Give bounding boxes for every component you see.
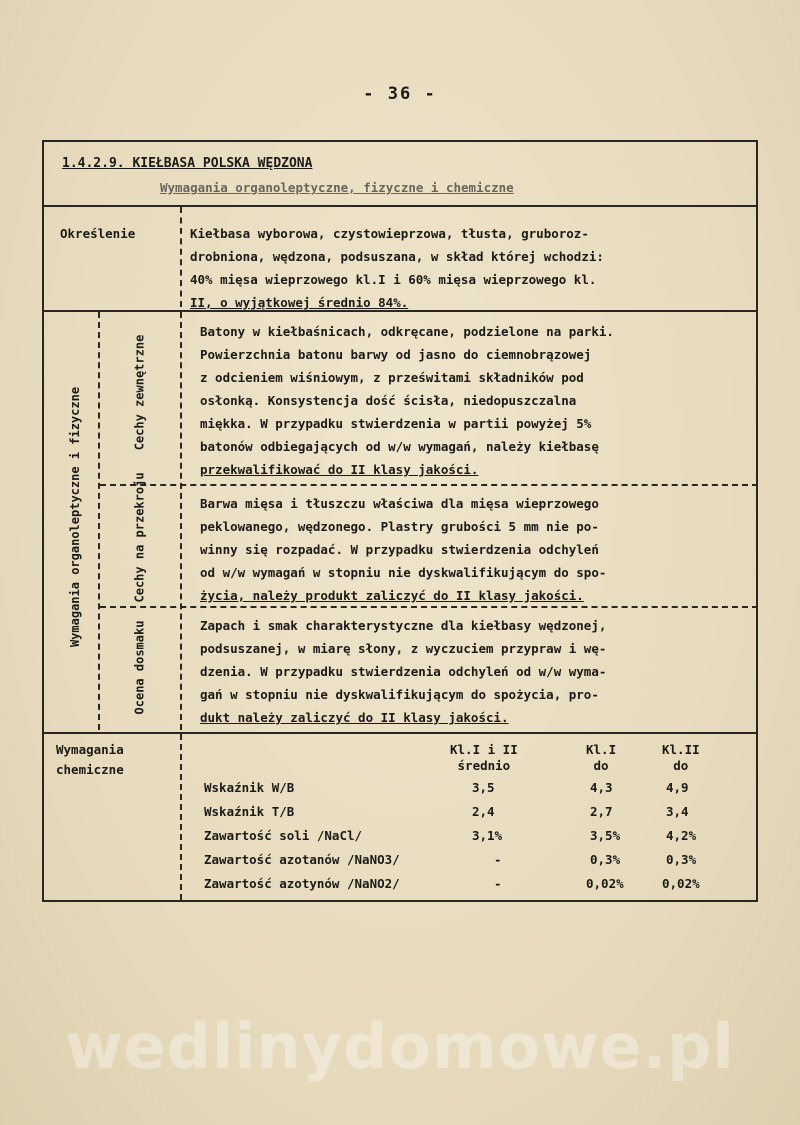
- external-line: przekwalifikować do II klasy jakości.: [200, 462, 479, 477]
- chem-row-name: Zawartość azotanów /NaNO3/: [204, 852, 400, 867]
- cross-section-text: [200, 492, 760, 607]
- column-header-line: do: [593, 758, 609, 773]
- external-line: batonów odbiegających od w/w wymagań, należy kiełbasę: [200, 439, 599, 454]
- chem-row-kl2: 4,9: [666, 780, 689, 795]
- chem-row-name: Wskaźnik T/B: [204, 804, 295, 819]
- cross-section-label: Cechy na przekroju: [132, 472, 147, 603]
- definition-label: Określenie: [60, 226, 136, 241]
- taste-line: gań w stopniu nie dyskwalifikującym do spożycia, pro-: [200, 687, 599, 702]
- external-line: Powierzchnia batonu barwy od jasno do ciemnobrązowej: [200, 347, 592, 362]
- chem-row-name: Zawartość soli /NaCl/: [204, 828, 363, 843]
- cross-section-line: Barwa mięsa i tłuszczu właściwa dla mięsa wieprzowego: [200, 496, 599, 511]
- chem-row-kl1: 0,02%: [586, 876, 624, 891]
- external-line: z odcieniem wiśniowym, z prześwitami składników pod: [200, 370, 584, 385]
- taste-line: podsuszanej, w miarę słony, z wyczuciem przypraw i wę-: [200, 641, 607, 656]
- column-header-kl1: [586, 742, 616, 774]
- column-header-line: średnio: [457, 758, 511, 773]
- external-features-label: Cechy zewnętrzne: [132, 334, 147, 451]
- definition-line: Kiełbasa wyborowa, czystowieprzowa, tłusta, gruboroz-: [190, 226, 589, 241]
- cross-section-divider: [100, 606, 758, 608]
- external-divider: [100, 484, 758, 486]
- section-subtitle: Wymagania organoleptyczne, fizyczne i chemiczne: [160, 180, 514, 195]
- chemical-label-line: Wymagania: [56, 742, 124, 757]
- taste-line: Zapach i smak charakterystyczne dla kiełbasy wędzonej,: [200, 618, 607, 633]
- chem-row-avg: -: [494, 852, 502, 867]
- taste-line: dzenia. W przypadku stwierdzenia odchyleń od w/w wyma-: [200, 664, 607, 679]
- group-column-divider: [98, 312, 100, 730]
- chem-row-kl2: 0,3%: [666, 852, 697, 867]
- organoleptic-divider: [42, 732, 758, 734]
- cross-section-line: od w/w wymagań w stopniu nie dyskwalifikującym do spo-: [200, 565, 607, 580]
- chem-row-name: Wskaźnik W/B: [204, 780, 295, 795]
- column-header-line: Kl.I i II: [450, 742, 518, 757]
- column-header-avg: [450, 742, 518, 774]
- definition-text: [190, 222, 750, 314]
- cross-section-line: życia, należy produkt zaliczyć do II klasy jakości.: [200, 588, 584, 603]
- taste-line: dukt należy zaliczyć do II klasy jakości.: [200, 710, 509, 725]
- chem-row-avg: 3,1%: [472, 828, 503, 843]
- chemical-label: [56, 740, 124, 780]
- chem-row-kl1: 4,3: [590, 780, 613, 795]
- chem-row-kl1: 0,3%: [590, 852, 621, 867]
- column-header-line: Kl.II: [662, 742, 700, 757]
- column-header-line: Kl.I: [586, 742, 617, 757]
- definition-column-divider: [180, 207, 182, 307]
- chem-row-kl2: 0,02%: [662, 876, 700, 891]
- external-line: Batony w kiełbaśnicach, odkręcane, podzielone na parki.: [200, 324, 614, 339]
- chemical-label-line: chemiczne: [56, 762, 124, 777]
- subgroup-column-divider: [180, 312, 182, 730]
- chem-row-kl1: 2,7: [590, 804, 613, 819]
- organoleptic-group-label: Wymagania organoleptyczne i fizyczne: [68, 386, 82, 648]
- definition-line: drobniona, wędzona, podsuszana, w skład której wchodzi:: [190, 249, 604, 264]
- chem-row-avg: 3,5: [472, 780, 495, 795]
- definition-divider: [42, 310, 758, 312]
- page-number: - 36 -: [363, 84, 437, 104]
- chem-row-avg: 2,4: [472, 804, 495, 819]
- chemical-column-divider: [180, 734, 182, 900]
- cross-section-line: peklowanego, wędzonego. Plastry grubości 5 mm nie po-: [200, 519, 599, 534]
- column-header-kl2: [662, 742, 700, 774]
- definition-line: 40% mięsa wieprzowego kl.I i 60% mięsa wieprzowego kl.: [190, 272, 597, 287]
- external-line: osłonką. Konsystencja dość ścisła, niedopuszczalna: [200, 393, 577, 408]
- chem-row-avg: -: [494, 876, 502, 891]
- taste-label: Ocena dosmaku: [132, 620, 147, 715]
- column-header-line: do: [673, 758, 689, 773]
- chem-row-name: Zawartość azotynów /NaNO2/: [204, 876, 400, 891]
- header-divider: [42, 205, 758, 207]
- taste-text: [200, 614, 760, 729]
- external-line: miękka. W przypadku stwierdzenia w partii powyżej 5%: [200, 416, 592, 431]
- definition-line: II, o wyjątkowej średnio 84%.: [190, 295, 409, 310]
- site-watermark: wedlinydomowe.pl: [65, 1010, 735, 1083]
- chem-row-kl2: 3,4: [666, 804, 689, 819]
- cross-section-line: winny się rozpadać. W przypadku stwierdzenia odchyleń: [200, 542, 599, 557]
- external-features-text: [200, 320, 760, 481]
- chem-row-kl2: 4,2%: [666, 828, 697, 843]
- chem-row-kl1: 3,5%: [590, 828, 621, 843]
- section-title: 1.4.2.9. KIEŁBASA POLSKA WĘDZONA: [62, 156, 313, 171]
